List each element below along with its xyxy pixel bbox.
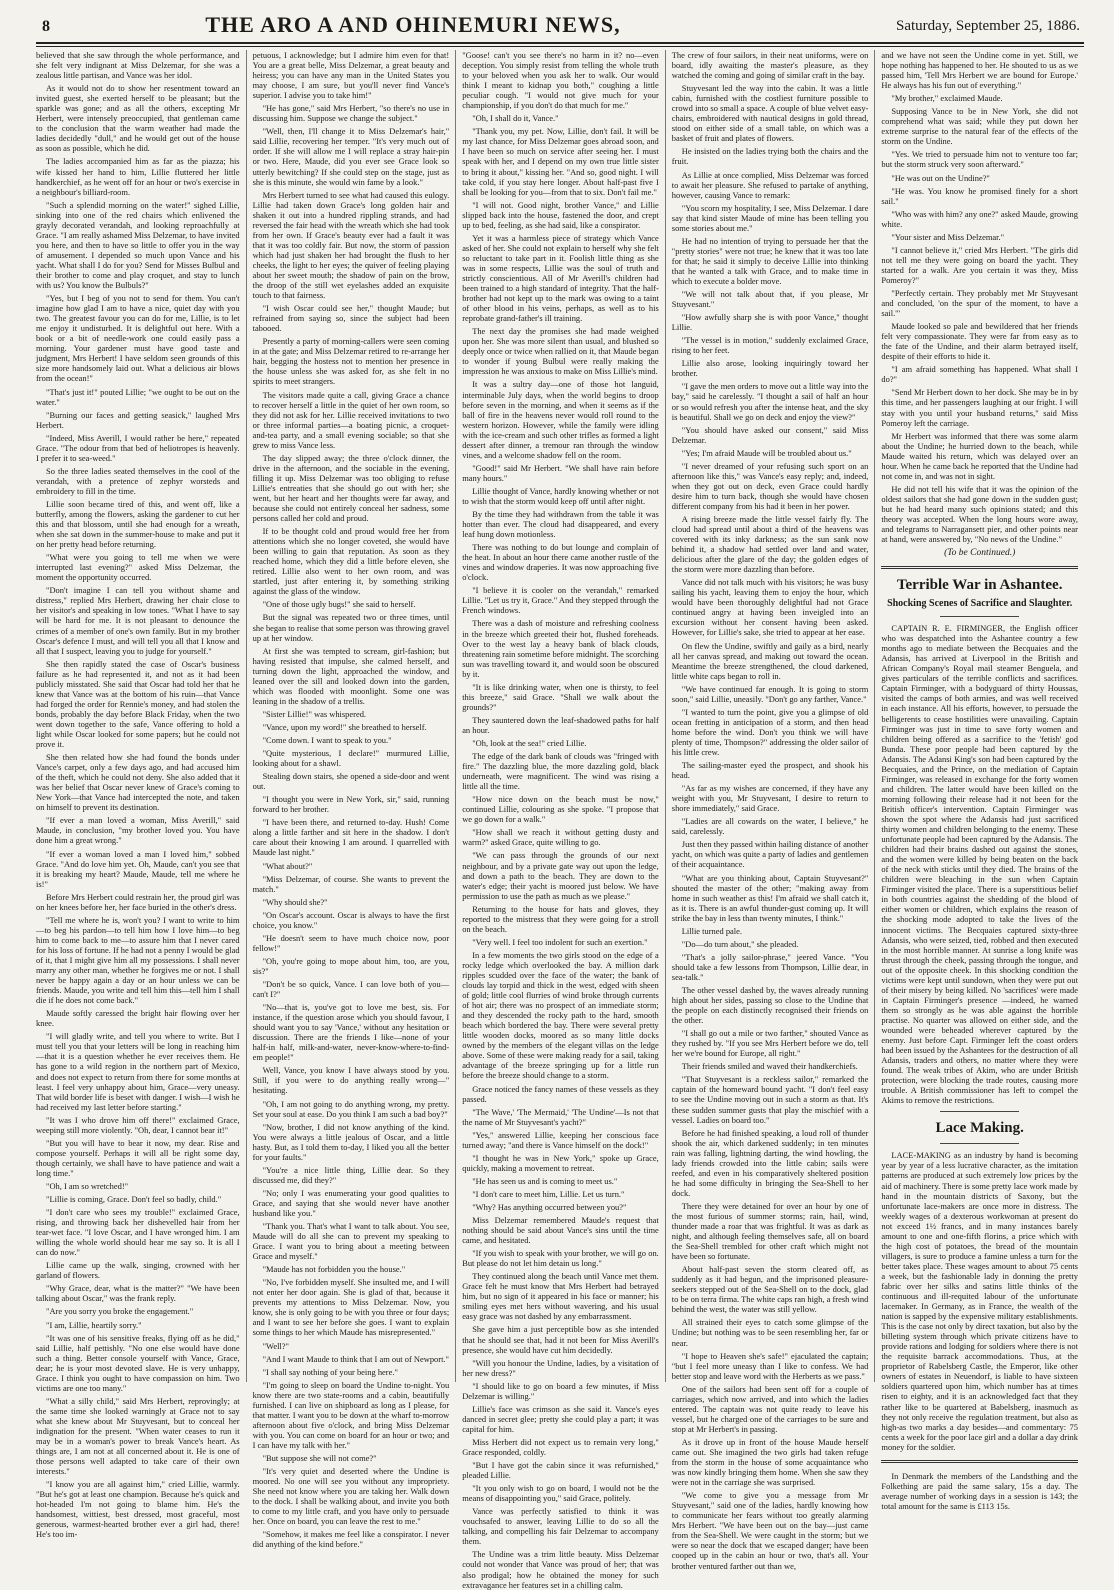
page-number: 8 — [42, 18, 50, 35]
paragraph: "Why should she?" — [262, 896, 328, 907]
paragraph: He insisted on the ladies trying both the chairs and the fruit. — [671, 146, 869, 167]
paragraph: "Very well. I feel too indolent for such an exertion." — [472, 936, 648, 947]
column-4 — [665, 50, 875, 1571]
paragraph: and we have not seen the Undine come in yet. Still, we hope nothing has happened to her. He shouted to us as we passed him, 'Tell Mrs Herbert we are bound for Europe.' He always has his fun out of everything." — [881, 50, 1078, 91]
paragraph: Lillie came up the walk, singing, crowned with her garland of flowers. — [36, 1260, 240, 1281]
paragraph: "Oh, look at the sea!" cried Lillie. — [472, 738, 587, 748]
paragraph: "I will gladly write, and tell you where to write. But I must tell you that your letters will be long in reaching him—that it is a question whether he ever receives them. He has gone to a wild region in the northern part of Mexico, and does not expect to return from there for some months at least. I feel very unhappy about him, Grace—very uneasy. That wild border life is beset with danger. I wish—I wish he had received my last letter before starting." — [36, 1031, 240, 1112]
paragraph: On flew the Undine, swiftly and gaily as a bird, nearly all her canvas spread, and making out toward the ocean. Meantime the breeze strengthened, the cloud darkened, little white caps began to roll in. — [671, 640, 869, 681]
columns — [36, 50, 1084, 1590]
paragraph: Lillie also arose, looking inquiringly toward her brother. — [671, 358, 869, 379]
paragraph: "That's a jolly sailor-phrase," jeered Vance. "You should take a few lessons from Thompson, Lillie dear, in sea-talk." — [671, 951, 869, 982]
paragraph: Well, Vance, you know I have always stood by you. Still, if you were to do anything really wrong—" hesitating. — [252, 1065, 450, 1096]
paragraph: "Are you sorry you broke the engagement." — [46, 1306, 194, 1317]
column-2 — [246, 50, 456, 1550]
paragraph: There was a dash of moisture and refreshing coolness in the breeze which greeted their hot, flushed foreheads. Over to the west lay a heavy bank of black clouds, threatening rain sometime before midnight. The scorching sun was travelling toward it, and would soon be obscured by it. — [462, 618, 659, 679]
paragraph: "Come down. I want to speak to you." — [262, 735, 392, 745]
paragraph: "How nice down on the beach must be now," continued Lillie, colouring as she spoke. "I propose that we go down for a walk." — [462, 794, 659, 825]
paragraph: "Well, then, I'll change it to Miss Delzemar's hair," said Lillie, recovering her temper. "It's very much out of order. If she will allow me I will replace a stray hair-pin or two. Here, Maude, did you ever see Grace look so utterly bewitching? If she could step on the stage, just as she is this minute, she would win fame by a look." — [252, 126, 450, 187]
paragraph: "I thought he was in New York," spoke up Grace, quickly, making a movement to retreat. — [462, 1152, 659, 1173]
paragraph: "No—that is, you've got to love me best, sis. For instance, if the question arose which you should favour, I should want you to say 'Vance,' without any hesitation or discussion. There are the friends I like—none of your half-in half, milk-and-water, never-know-where-to-find-em people!" — [252, 1002, 450, 1063]
paragraph: "If ever a man loved a woman, Miss Averill," said Maude, in conclusion, "my brother loved you. You have done him a great wrong." — [36, 815, 240, 846]
paragraph: "On Oscar's account. Oscar is always to have the first choice, you know." — [252, 909, 450, 930]
paragraph: Presently a party of morning-callers were seen coming in at the gate; and Miss Delzemar retired to re-arrange her hair, begging the hostess not to mention her presence in the house unless she was asked for, as she felt in no spirits to meet strangers. — [252, 336, 450, 387]
paragraph: The visitors made quite a call, giving Grace a chance to recover herself a little in the quiet of her own room, so they did not ask for her. Lillie received invitations to two or three informal parties—a boating picnic, a croquet-and-tea party, and a small evening sociable; so that she grew to miss Vance less. — [252, 389, 450, 450]
article-subhead-ashantee: Shocking Scenes of Sacrifice and Slaughter. — [887, 598, 1073, 610]
paragraph: She then rapidly stated the case of Oscar's business failure as he had represented it, and not as it had been publicly misstated. She said that Oscar had told her that he knew that Vance was at the bottom of his ruin—that Vance had forged the order for Rennie's money, and had stolen the bonds, probably the day before Black Friday, when the two went down together to the safe, Vance offering to hold a light while Oscar looked for some papers; but he could not prove it. — [36, 658, 240, 750]
paragraph: "I wanted to turn the point, give you a glimpse of old ocean fretting in anticipation of a storm, and then head home before the wind. Don't you think we will have plenty of time, Thompson?" addressing the older sailor of his little crew. — [671, 706, 869, 757]
paragraph: They continued along the beach until Vance met them. Grace felt he must know that Mrs Herbert had betrayed him, but no sign of it appeared in his face or manner; his smiling eyes met hers without wavering, and his usual easy grace was not dashed by any embarrassment. — [462, 1271, 659, 1322]
paragraph: "What a silly child," said Mrs Herbert, reprovingly; at the same time she looked warningly at Grace not to say what she knew about Mr Stuyvesant, but to conceal her indignation for the present. "When water ceases to run it may be in a woman's power to break Vance's heart. As things are, I am not at all concerned about it. He is one of those persons well adapted to take care of their own interests." — [36, 1395, 240, 1477]
paragraph: "Oh, I am not going to do anything wrong, my pretty. Set your soul at ease. Do you think I am such a bad boy?" — [252, 1098, 450, 1119]
paragraph: Stealing down stairs, she opened a side-door and went out. — [252, 771, 450, 792]
paragraph: Mrs Herbert turned to see what had caused this eulogy. Lillie had taken down Grace's long golden hair and shaken it out into a hundred rippling strands, and had reversed the fair head with the wreath which she had took from her own. If Grace's beauty ever had a fault it was that it was too coldly fair. But now, the storm of passion which had just shaken her had brought the flush to her cheeks, the light to her eyes; the quiver of feeling playing about her sweet mouth; the shadow of pain on the brow, the droop of the still wet eyelashes added an exquisite touch to that fairness. — [252, 189, 450, 301]
paragraph: "Yes," answered Lillie, keeping her conscious face turned away; "and there is Vance himself on the dock!" — [462, 1129, 659, 1150]
paragraph: "Oh, you're going to mope about him, too, are you, sis?" — [252, 955, 450, 976]
paragraph: "I will not. Good night, brother Vance," and Lillie slipped back into the house, fastened the door, and crept up to bed, feeling, as she had said, like a conspirator. — [462, 199, 659, 230]
paragraph: "Oh, I am so wretched!" — [46, 1180, 129, 1191]
paragraph: "No; only I was enumerating your good qualities to Grace, and saying that she would never have another husband like you." — [252, 1187, 450, 1218]
paragraph: She then related how she had found the bonds under Vance's carpet, only a few days ago, and had accused him of the theft, which he could not deny. She also added that it was her belief that Oscar never knew of Grace's coming to New York—that Vance had intercepted the note, and taken on himself to prevent its destination. — [36, 752, 240, 813]
paragraph: Yet it was a harmless piece of strategy which Vance asked of her. She could not explain to herself why she felt so reluctant to take part in it. Foolish little thing as she was in some respects, Lillie was the soul of truth and strictly conscientious. All of Mr Averill's children had been trained to a high standard of integrity. That the half-brother had not kept up to the mark was owing to a taint of other blood in his veins, perhaps, as well as to his reprobate grand-father's ill training. — [462, 232, 659, 324]
paragraph: "Good!" said Mr Herbert. "We shall have rain before many hours." — [462, 462, 659, 483]
paragraph: "If you wish to speak with your brother, we will go on. But please do not let him detain us long." — [462, 1248, 659, 1269]
paragraph: "If ever a woman loved a man I loved him," sobbed Grace. "And do love him yet. Oh, Maude, can't you see that it is breaking my heart? Maude, Maude, tell me where he is!" — [36, 848, 240, 889]
paragraph: "He doesn't seem to have much choice now, poor fellow!" — [252, 932, 450, 953]
paragraph: "Why? Has anything occurred between you?" — [472, 1201, 627, 1212]
paragraph: "It is like drinking water, when one is thirsty, to feel this breeze," said Grace. "Shall we walk about the grounds?" — [462, 681, 659, 712]
paragraph: Grace noticed the fancy names of these vessels as they passed. — [462, 1083, 659, 1104]
paragraph: "Sister Lillie!" was whispered. — [262, 708, 367, 719]
masthead: THE ARO A AND OHINEMURI NEWS, — [205, 12, 621, 37]
paragraph: "Perfectly certain. They probably met Mr Stuyvesant and concluded, 'on the spur of the moment, to have a sail.'" — [881, 287, 1078, 319]
paragraph: "Do—do turn about," she pleaded. — [681, 938, 799, 949]
paragraph: "You're a nice little thing, Lillie dear. So they discussed me, did they?" — [252, 1164, 450, 1185]
paragraph: petuous, I acknowledge; but I admire him even for that! You are a great belle, Miss Delzemar, a great beauty and heiress; you can have any man in the United States you may choose, I am sure, but you'll never find Vance's superior. I advise you to take him!" — [252, 50, 450, 101]
paragraph: "Yes. We tried to persuade him not to venture too far; but the storm struck very soon afterward." — [881, 149, 1078, 170]
paragraph: Before Mrs Herbert could restrain her, the proud girl was on her knees before her, her face buried in the other's dress. — [36, 891, 240, 912]
paragraph: "Somehow, it makes me feel like a conspirator. I never did anything of the kind before." — [252, 1529, 450, 1550]
article-headline-ashantee: Terrible War in Ashantee. — [896, 577, 1063, 594]
paragraph: "I am, Lillie, heartily sorry." — [46, 1319, 142, 1330]
paragraph: "He has gone," said Mrs Herbert, "so there's no use in discussing him. Suppose we change the subject." — [252, 103, 450, 124]
paragraph: "Thank you. That's what I want to talk about. You see, Maude will do all she can to prevent my speaking to Grace. I want you to bring about a meeting between Grace and myself." — [252, 1221, 450, 1262]
paragraph: The crew of four sailors, in their neat uniforms, were on board, idly awaiting the master's pleasure, as they watched the coming and going of similar craft in the bay. — [671, 50, 869, 81]
paragraph: "But I have got the cabin since it was refurnished," pleaded Lillie. — [462, 1460, 659, 1481]
paragraph: Lillie's face was crimson as she said it. Vance's eyes danced in secret glee; pretty she could play a part; it was capital for him. — [462, 1403, 659, 1434]
paragraph: "Thank you, my pet. Now, Lillie, don't fail. It will be my last chance, for Miss Delzemar goes abroad soon, and I have been so much on service after seeing her. I must speak with her, and I depend on my own true little sister to bring it about," kissing her. "And so, good night. I will take cold, if you stay here longer. About half-past five I shall be looking for you—from that to six. Don't fail me." — [462, 126, 659, 197]
paragraph: Maude looked so pale and bewildered that her friends felt very compassionate. They were far from easy as to the fate of the Undine, and their alarm betrayed itself, despite of their efforts to hide it. — [881, 321, 1078, 362]
paragraph: Maude softly caressed the bright hair flowing over her knee. — [36, 1008, 240, 1029]
paragraph: "That's just it!" pouted Lillie; "we ought to be out on the water." — [36, 386, 240, 407]
paragraph: So the three ladies seated themselves in the cool of the verandah, with a pretence of zephyr worsteds and embroidery to fill in the time. — [36, 465, 240, 496]
paragraph: In a few moments the two girls stood on the edge of a rocky ledge which overlooked the bay. A million dark ripples scudded over the face of the water; the bank of clouds lay torpid and thick in the west, edged with sheen of gold; little cool flurries of wind broke through currents of hot air; there was no prospect of an immediate storm; and they descended the rocky path to the hard, smooth beach which bordered the bay. There were several pretty little wooden docks, moored as so many little docks owned by the members of the elegant villas on the ledge above. Some of these were making ready for a sail, taking advantage of the breeze springing up for a little run before the breeze should change to a storm. — [462, 949, 659, 1081]
paragraph: "Goose! can't you see there's no harm in it? no—even deception. You simply resist from telling the whole truth to your beloved when you ask her to walk. Our would think I meant to kidnap you both," coughing a little peculiar cough. "I would not give much for your championship, if you don't do that much for me." — [462, 50, 659, 111]
paragraph: "What were you going to tell me when we were interrupted last evening?" asked Miss Delzemar, the moment the opportunity occurred. — [36, 552, 240, 583]
paragraph: "But you will have to bear it now, my dear. Rise and compose yourself. Perhaps it will all be right some day, though certainly, we shall have to have patience and wait a long time." — [36, 1137, 240, 1178]
paragraph: "He was out on the Undine?" — [891, 172, 990, 183]
paragraph: "I never dreamed of your refusing such sport on an afternoon like this," was Vance's easy reply; and, indeed, when they got out on deck, even Grace could hardly desire him to turn back, though she would have chosen different company from his had it been in her power. — [671, 460, 869, 511]
paragraph: "Burning our faces and getting seasick," laughed Mrs Herbert. — [36, 409, 240, 430]
issue-date: Saturday, September 25, 1886. — [896, 18, 1080, 34]
paragraph: Supposing Vance to be in New York, she did not comprehend what was said; while they put down her extreme surprise to the natural fear of the effects of the storm on the Undine. — [881, 106, 1078, 147]
column-3 — [455, 50, 665, 1590]
paragraph: "The vessel is in motion," suddenly exclaimed Grace, rising to her feet. — [671, 335, 869, 356]
paragraph: "No, I've forbidden myself. She insulted me, and I will not enter her door again. She is glad of that, because it prevents my attentions to Miss Delzemar. Now, you know, she is only going to be with you three or four days; and I want to see her before she goes. I want to explain some things to her which Maude has misrepresented." — [252, 1277, 450, 1338]
paragraph: "My brother," exclaimed Maude. — [891, 93, 1003, 104]
header-rule — [36, 42, 1084, 47]
paragraph: But the signal was repeated two or three times, until she began to realise that some person was throwing gravel up at her window. — [252, 612, 450, 643]
paragraph: He did not tell his wife that it was the opinion of the oldest sailors that she had gone down in the sudden gust; but he had heard many such opinions stated; and this theory was accepted. When the long hours wore away, and telegrams to Narragansett pier, and other points near at hand, were answered by, "No news of the Undine." — [881, 483, 1078, 545]
paragraph: "I should like to go on board a few minutes, if Miss Delzemar is willing." — [462, 1380, 659, 1401]
paragraph: "We come to give you a message from Mr Stuyvesant," said one of the ladies, hardly knowing how to communicate her fears without too greatly alarming Mrs Herbert. "We have been out on the bay—just came from the Sea-Shell. We were caught in the storm; but we were so near the dock that we escaped danger; have been cooped up in the cabin an hour or two, that's all. Your brother ventured farther out than we, — [671, 1490, 869, 1571]
paragraph: All strained their eyes to catch some glimpse of the Undine; but nothing was to be seen resembling her, far or near. — [671, 1317, 869, 1348]
paragraph: If to be thought cold and proud would free her from attentions which she no longer coveted, she would have been willing to gain that reputation. As soon as they reached home, which they did a little before eleven, she retired. Lillie also went to her own room, and was startled, just after entering it, by something striking against the glass of the window. — [252, 526, 450, 597]
paragraph: "He was. You know he promised finely for a short sail." — [881, 185, 1078, 206]
paragraph: "I know you are all against him," cried Lillie, warmly. "But he's got at least one champion. Because he's quick and hot-headed I'm not going to blame him. He's the handsomest, wittiest, best dressed, most graceful, most generous, warmest-hearted brother ever a girl had, there! He's too im- — [36, 1479, 240, 1540]
paragraph: "Well?" — [262, 1340, 289, 1351]
paragraph: "That Stuyvesant is a reckless sailor," remarked the captain of the homeward bound yacht. "I don't feel easy to see the Undine moving out in such a storm as that. It's these sudden summer gusts that play the mischief with a vessel. Ladies on board too." — [671, 1074, 869, 1125]
paragraph: "What about?" — [262, 860, 313, 871]
paragraph: "Who was with him? any one?" asked Maude, growing white. — [881, 208, 1078, 229]
paragraph: The next day the promises she had made weighed upon her. She was more silent than usual, and blushed so deeply once or twice when rallied on it, that Maude began to wonder if young Bulbul were really making the impression he was anxious to make on Miss Lillie's mind. — [462, 326, 659, 377]
paragraph: "I am afraid something has happened. What shall I do?" — [881, 364, 1078, 385]
paragraph: "We have continued far enough. It is going to storm soon," said Lillie, uneasily. "Don't go any farther, Vance." — [671, 683, 869, 704]
paragraph: At first she was tempted to scream, girl-fashion; but having resisted that impulse, she calmed herself, and turning down the light, approached the window, and leaned over the sill and looked down into the garden, which was flooded with moonlight. Some one was leaning in the shadow of a trellis. — [252, 645, 450, 706]
paragraph: One of the sailors had been sent off for a couple of carriages, which now arrived, and into which the ladies entered. The captain was not quite ready to leave his vessel, but he charged one of the carriages to be sure and stop at Mr Herbert's in passing. — [671, 1383, 869, 1434]
paragraph: They sauntered down the leaf-shadowed paths for half an hour. — [462, 714, 659, 735]
paragraph: "One of those ugly bugs!" she said to herself. — [262, 599, 416, 610]
paragraph: He had no intention of trying to persuade her that the "pretty stories" were not true; he knew that it was too late for that; he said it simply to deceive Lillie into thinking that he wanted a talk with Grace, and to make time in which to execute a bolder move. — [671, 235, 869, 286]
paragraph: "We will not talk about that, if you please, Mr Stuyvesant." — [671, 289, 869, 310]
paragraph: Lillie thought of Vance, hardly knowing whether or not to wish that the storm would keep off until after night. — [462, 485, 659, 506]
paragraph: As Lillie at once complied, Miss Delzemar was forced to await her pleasure. She refused to partake of anything, however, causing Vance to remark: — [671, 169, 869, 200]
paragraph: The sailing-master eyed the prospect, and shook his head. — [671, 760, 869, 781]
paragraph: "Quite mysterious, I declare!" murmured Lillie, looking about for a shawl. — [252, 748, 450, 769]
paragraph: "Tell me where he is, won't you? I want to write to him—to beg his pardon—to tell him how I love him—to beg him to come back to me—to assure him that I never cared for his loss of fortune. If he had not a penny I would be glad of it, that I might give him all my possessions. I shall never marry any other man, whether he forgives me or not. I shall never be happy again a day or an hour unless we can be friends. Maude, you write and tell him this—tell him I shall die if he does not come back." — [36, 914, 240, 1006]
paragraph: In Denmark the members of the Landsthing and the Folkething are paid the same salary, 15s a day. The average number of working days in a session is 143; the total amount for the same is £113 15s. — [881, 1470, 1078, 1511]
paragraph: "Vance, upon my word!" she breathed to herself. — [262, 721, 427, 732]
paragraph: The Undine was a trim little beauty. Miss Delzemar could not wonder that Vance was proud of her; that was also prodigal; how he obtained the money for such extravagance her features set in a chilling calm. — [462, 1549, 659, 1590]
paragraph: "I cannot believe it," cried Mrs Herbert. "The girls did not tell me they were going on board the yacht. They started for a walk. Are you certain it was they, Miss Pomeroy?" — [881, 244, 1078, 285]
paragraph: It was a sultry day—one of those hot languid, interminable July days, when the world begins to droop before seven in the morning, and when it seems as if the ball of fire in the heavens never would roll round to the western horizon. However, while the family were idling with the ice-cream and such other trifles as formed a light dessert after dinner, a tremour ran through the window vines, and a welcome shadow fell on the room. — [462, 379, 659, 460]
paragraph: The day slipped away; the three o'clock dinner, the drive in the afternoon, and the sociable in the evening, filling it up. Miss Delzemar was too obliging to refuse Lillie's entreaties that she should go out with her; she went, but her heart and her thoughts were far away, and because she could not entirely conceal her sadness, some persons called her cold and proud. — [252, 452, 450, 524]
paragraph: "Ladies are all cowards on the water, I believe," he said, carelessly. — [671, 816, 869, 837]
paragraph: "Lillie is coming, Grace. Don't feel so badly, child." — [46, 1194, 222, 1205]
paragraph: "I shall say nothing of your being here." — [262, 1366, 398, 1377]
section-divider — [881, 566, 1078, 569]
paragraph: Miss Delzemar remembered Maude's request that nothing should be said about Vance's sins until the time came, and hesitated. — [462, 1215, 659, 1246]
column-5 — [874, 50, 1084, 1511]
paragraph: "I thought you were in New York, sir," said, running forward to her brother. — [252, 794, 450, 815]
paragraph: "Indeed, Miss Averill, I would rather be here," repeated Grace. "The odour from that bed of heliotropes is heavenly. I prefer it to sea-weed." — [36, 432, 240, 463]
paragraph: There they were detained for over an hour by one of the most furious of summer storms; rain, hail, wind, thunder made a roar that was frightful. It was as dark as night, and although feeling themselves safe, all on board the Sea-Shell trembled for other craft which might not have been so fortunate. — [671, 1200, 869, 1262]
paragraph: "You scorn my hospitality, I see, Miss Delzemar. I dare say that kind sister Maude of mine has been telling you some stories about me." — [671, 202, 869, 233]
paragraph: "The Wave,' 'The Mermaid,' 'The Undine'—Is not that the name of Mr Stuyvesant's yacht?" — [462, 1106, 659, 1127]
paragraph: Vance was perfectly satisfied to think it was vouchsafed to answer, leaving Lillie to do so all the talking, and compelling his fair Delzemar to accompany them. — [462, 1506, 659, 1547]
paragraph: believed that she saw through the whole performance, and she felt very indignant at Miss Delzemar, for she was a zealous little partisan, and Vance was her idol. — [36, 50, 240, 81]
paragraph: "He has seen us and is coming to meet us." — [472, 1175, 618, 1186]
paragraph: CAPTAIN R. E. FIRMINGER, the English officer who was despatched into the Ashantee country a few months ago to mediate between the Becquaies and the Adansis, has arrived at Liverpool in the British and African Company's Royal mail steamer Benguela, and gives particulars of the terrible conflicts and sacrifices. Captain Firminger, with a bodyguard of thirty Houssas, visited the camps of both armies, and was well received in each instance. All his efforts, however, to persuade the belligerents to cease hostilities were unavailing. Captain Firminger was just in time to save forty women and children being offered as a sacrifice to the 'fetish' god Bunda. These poor people had been captured by the Adansis. The Adansi King's son had been captured by the Becquaies, and the Prince, on the mediation of Captain Firminger, was released in exchange for the forty women and children. The latter would have been killed on the morning following their release had it not been for the British officer's intervention. Captain Firminger was shown the spot where the Adansis had just sacrificed thirty women and children belonging to the enemy. These unfortunate people had been captured by the Adansis. The children had their brains dashed out against the stones, and the women were killed by being beaten on the back of the neck with sticks until they died. The brains of the children were bleaching in the sun when Captain Firminger visited the place. There is a superstitious belief in both countries against the shedding of the blood of either women or children, which explains the reason of the shocking mode adopted to take the lives of the innocent victims. The Becquaies captured sixty-three Adansis, who were seized, tied, robbed and then executed in the most horrible manner. At sunrise a long knife was thrust through the cheek, passing through the tongue, and out of the opposite cheek. In this shocking condition the victims were kept until sundown, when they were put out of their misery by being killed. No 'sacrifices' were made in Captain Firminger's presence —indeed, he warned them so strongly as he was able against the horrible practise. No quarter was allowed on either side, and the wounded were beheaded wherever captured by the enemy. Just before Capt. Firminger left the coast orders had been issued by the Ashantees for the destruction of all Adansis, traders and others, no matter where they were found. The weak tribes of Akim, who are under British protection, were blocking the trade routes, causing more trouble. A British commissioner has left to compel the Akims to remove the restrictions. — [881, 623, 1078, 1106]
paragraph: She gave him a just perceptible bow as she intended that he should see that, had it not been for Miss Averill's presence, she would have cut him decidedly. — [462, 1324, 659, 1355]
paragraph: "How awfully sharp she is with poor Vance," thought Lillie. — [671, 312, 869, 333]
paragraph: About half-past seven the storm cleared off, as suddenly as it had begun, and the imprisoned pleasure-seekers stepped out of the Sea-Shell on to the dock, glad to be on terra firma. The white caps ran high, a fresh wind behind the west, the water was still yellow. — [671, 1264, 869, 1315]
paragraph: LACE-MAKING as an industry by hand is becoming year by year of a less lucrative character, as the imitation patterns are produced at such extremely low prices by the aid of machinery. There is some pretty lace work made by hand in the mountain districts of Saxony, but the unfortunate lace-makers are once more in distress. The weekly wages of a dexterous workwoman at present do not exceed 1½ francs, and in many instances barely amount to one and one-fifth florins, a price which with the high cost of potatoes, the bread of the mountain villagers, is sure to produce a famine unless a turn for the better takes place. These wages amount to about 75 cents a week, but the fashionable lady in donning the pretty fabric over her silks and satins little thinks of the continuous and ill-requited labour of the unfortunate lacemaker. In Germany, as in France, the wealth of the nation is sapped by the expensive military establishments. This is the case not only by direct taxation, but also by the billeting system through which private citizens have to provide rations and lodging for soldiers where there is not the requisite barrack accommodations. Thus, at the proprietor of Rabelsberg Castle, the Emperor, like other owners of estates in Neuendorf, is liable to have sixteen soldiers quartered upon him, which number has at times risen to eighty, and it is an acknowledged fact that they rather like to be quartered at Babelsberg, inasmuch as they not only receive the regulation treatment, but also as high-as two marks a day besides—and commentary: 75 cents a week for the poor lace girl and a dollar a day drink money for the soldier. — [881, 1150, 1078, 1452]
continued-note: (To be Continued.) — [944, 548, 1016, 559]
paragraph: "Why Grace, dear, what is the matter?" "We have been talking about Oscar," was the frank reply. — [36, 1283, 240, 1304]
paragraph: "We can pass through the grounds of our next neighbour, and by a private gate way out upon the ledge, and down a path to the beach. They are down to the water's edge; their yacht is moored just below. We have permission to use the path as much as we please." — [462, 850, 659, 901]
paragraph: The other vessel dashed by, the waves already running high about her sides, passing so close to the Undine that the people on each distinctly recognised their friends on the other. — [671, 984, 869, 1026]
short-divider — [940, 616, 1019, 617]
paragraph: By the time they had withdrawn from the table it was hotter than ever. The cloud had disappeared, and every leaf hung down motionless. — [462, 509, 659, 540]
paragraph: "You should have asked our consent," said Miss Delzemar. — [671, 424, 869, 445]
paragraph: "Send Mr Herbert down to her dock. She may be in by this time, and her passengers laughing at our fright. I will stay with you until your husband returns," said Miss Pomeroy left the carriage. — [881, 387, 1078, 428]
paragraph: "Don't be so quick, Vance. I can love both of you—can't I?" — [252, 978, 450, 1000]
paragraph: "Don't imagine I can tell you without shame and distress," replied Mrs Herbert, drawing her chair close to her visitor's and speaking in low tones. "What I have to say will be hard for me. It is not pleasant to denounce the crimes of a member of one's own family. But in my brother Oscar's defence I must, and will tell you all that I know and all that I suspect, leaving you to judge for yourself." — [36, 585, 240, 656]
paragraph: There was nothing to do but lounge and complain of the heat. In about an hour there came another rustle of the vines and window draperies. It was now approaching five o'clock. — [462, 542, 659, 583]
paragraph: "It was I who drove him off there!" exclaimed Grace, weeping still more violently. "Oh, dear, I cannot bear it!" — [36, 1114, 240, 1135]
paragraph: "It's very quiet and deserted where the Undine is moored. No one will see you without any impropriety. She need not know where you are taking her. Walk down to the dock. I shall be walking about, and invite you both to come to my little craft, and you have only to persuade her. Once on board, you can leave the rest to me." — [252, 1466, 450, 1527]
paragraph: "Will you honour the Undine, ladies, by a visitation of her new dress?" — [462, 1357, 659, 1378]
paragraph: As it drove up in front of the house Maude herself came out. She imagined the two girls had taken refuge from the storm in the house of some acquaintance who was now kindly bringing them home. When she saw they were not in the carriage she was surprised. — [671, 1436, 869, 1488]
paragraph: A rising breeze made the little vessel fairly fly. The cloud had spread until about a third of the heavens was covered with its inky darkness; as the sun sank now behind it, a shadow had settled over land and water, delicious after the glare of the day; the golden edges of the storm were more dazzling than before. — [671, 513, 869, 575]
paragraph: Returning to the house for hats and gloves, they reported to the mistress that they were going for a stroll on the beach. — [462, 903, 659, 934]
paragraph: "I don't care to meet him, Lillie. Let us turn." — [472, 1188, 625, 1199]
paragraph: Lillie turned pale. — [681, 925, 742, 936]
paragraph: "Maude has not forbidden you the house." — [262, 1264, 406, 1275]
paragraph: As it would not do to show her resentment toward an invited guest, she exerted herself to be pleasant; but the sparkle was gone; and as all the others, excepting Mr Herbert, were intensely preoccupied, that gentleman came to the conclusion that the warm weather had made the ladies decidedly "dull," and he would get out of the house as soon as possible, which he did. — [36, 83, 240, 154]
paragraph: "It was one of his sensitive freaks, flying off as he did," said Lillie, half pettishly. "No one else would have done such a thing. Better console yourself with Vance, Grace, dear; he is your most devoted slave. He is very unhappy, Grace. I think you ought to have compassion on him. Two victims are one too many." — [36, 1332, 240, 1393]
paragraph: "I have been there, and returned to-day. Hush! Come along a little farther and sit here in the shadow. I don't care about their knowing I am around. I quarrelled with Maude last night." — [252, 817, 450, 858]
paragraph: "I shall go out a mile or two farther," shouted Vance as they rushed by. "If you see Mrs Herbert before we do, tell her we're bound for Europe, all right." — [671, 1028, 869, 1059]
paragraph: "And I want Maude to think that I am out of Newport." — [262, 1353, 449, 1364]
paragraph: "As far as my wishes are concerned, if they have any weight with you, Mr Stuyvesant, I desire to return to shore immediately," said Grace. — [671, 783, 869, 814]
paragraph: Vance did not talk much with his visitors; he was busy sailing his yacht, leaving them to enjoy the hour, which would have been thoroughly delightful had not Grace continued angry at having been inveigled into an excursion without her consent having been asked. However, for Lillie's sake, she tried to appear at her ease. — [671, 577, 869, 638]
paragraph: "I gave the men orders to move out a little way into the bay," said he carelessly. "I thought a sail of half an hour or so would refresh you after the intense heat, and the sky is beautiful. Shall we go on deck and enjoy the view?" — [671, 381, 869, 422]
paragraph: "Yes; I'm afraid Maude will be troubled about us." — [681, 447, 852, 458]
paragraph: "I hope to Heaven she's safe!" ejaculated the captain; "but I feel more uneasy than I like to confess. We had better stop and leave word with the Herberts as we pass." — [671, 1350, 869, 1381]
paragraph: Stuyvesant led the way into the cabin. It was a little cabin, furnished with the costliest furniture possible to crowd into so small a space. A couple of blue velvet easy-chairs, embroidered with nautical designs in gold thread, stood on either side of a small table, on which was a basket of fruit and plates of flowers. — [671, 83, 869, 144]
paragraph: "How shall we reach it without getting dusty and warm?" asked Grace, quite willing to go. — [462, 827, 659, 848]
paragraph: "Such a splendid morning on the water!" sighed Lillie, sinking into one of the red chairs which enlivened the grayly decorated verandah, and looking reproachfully at Grace. "I am really ashamed Miss Delzemar, to have invited you here, and then to have so little to offer you in the way of amusement. I depended so much upon Vance and his yacht. What shall I do for you? Send for Misses Bulbul and their brother to come and play croquet, and stay to lunch with us? You know the Bulbuls?" — [36, 199, 240, 291]
paragraph: "I'm going to sleep on board the Undine to-night. You know there are two state-rooms and a cabin, beautifully furnished. I can live on shipboard as long as I please, for that matter. I want you to be down at the wharf to-morrow afternoon about five o'clock, and bring Miss Delzemar with you. You can come on board for an hour or two; and I can have my talk with her." — [252, 1379, 450, 1450]
column-1 — [36, 50, 246, 1540]
paragraph: "But suppose she will not come?" — [262, 1453, 377, 1463]
paragraph: Lillie soon became tired of this, and went off, like a butterfly, among the flowers, asking the gardener to cut her this and that blossom, until she had enough for a wreath, when she sat down in the summer-house to make and put it on her pretty head before returning. — [36, 498, 240, 550]
short-divider — [940, 1111, 1019, 1112]
paragraph: "Yes, but I beg of you not to send for them. You can't imagine how glad I am to have a nice, quiet day with you two. The greatest favour you can do for me, Lillie, is to let me enjoy it undisturbed. It is delightful out here. With a book or a bit of needle-work one could easily pass a morning. Your gardener must have good taste and judgment, Mrs Herbert! I have seldom seen grounds of this size more handsomely laid out. What a delicious air blows from the ocean!" — [36, 293, 240, 384]
paragraph: "Miss Delzemar, of course. She wants to prevent the match." — [252, 873, 450, 894]
paragraph: The ladies accompanied him as far as the piazza; his wife kissed her hand to him, Lillie fluttered her little handkerchief, as he went off for an hour or two's exercise in a neighbour's billiard-room. — [36, 156, 240, 197]
paragraph: Before he had finished speaking, a loud roll of thunder shook the air, which darkened suddenly; in ten minutes rain was falling, lightning darting, the wind howling, the lady friends crowded into the little cabin; sails were reefed, and even in his comparatively sheltered position he had some difficulty in bringing the Sea-Shell to her dock. — [671, 1127, 869, 1198]
paragraph: "I don't care who sees my trouble!" exclaimed Grace, rising, and throwing back her dishevelled hair from her tear-wet face. "I love Oscar, and I have wronged him. I am willing the whole world should hear me say so. It is all I can do now." — [36, 1207, 240, 1258]
article-headline-lace: Lace Making. — [935, 1120, 1024, 1137]
paragraph: Just then they passed within hailing distance of another yacht, on which was quite a party of ladies and gentlemen of their acquaintance. — [671, 839, 869, 870]
paragraph: "I believe it is cooler on the verandah," remarked Lillie. "Let us try it, Grace." And they stepped through the French windows. — [462, 585, 659, 616]
paragraph: "It you only wish to go on board, I would not be the means of disappointing you," said Grace, politely. — [462, 1483, 659, 1504]
paragraph: Mr Herbert was informed that there was some alarm about the Undine; he hurried down to the beach, while Maude waited his return, which was delayed over an hour. When he came back he reported that the Undine had not come in, and was not in sight. — [881, 430, 1078, 481]
paragraph: "Oh, I shall do it, Vance." — [472, 113, 559, 124]
paragraph: Their friends smiled and waved their handkerchiefs. — [681, 1061, 858, 1072]
short-divider — [940, 1143, 1019, 1144]
paragraph: "Your sister and Miss Delzemar." — [891, 231, 1005, 242]
paragraph: "I wish Oscar could see her," thought Maude; but refrained from saying so, since the subject had been tabooed. — [252, 303, 450, 334]
paragraph: Miss Herbert did not expect us to remain very long," Grace responded, coldly. — [462, 1436, 659, 1457]
section-divider — [881, 1460, 1078, 1463]
paragraph: The edge of the dark bank of clouds was "fringed with fire." The dazzling blue, the more dazzling gold, black underneath, were magnificent. The wind was rising a little all the time. — [462, 751, 659, 792]
paragraph: "What are you thinking about, Captain Stuyvesant?" shouted the master of the other; "making away from home in such weather as this! I'm afraid we shall catch it, as it is. There is an awful thunder-gust coming up. It will strike the bay in less than twenty minutes, I think." — [671, 872, 869, 923]
paragraph: "Now, brother, I did not know anything of the kind. You were always a little jealous of Oscar, and a little hasty. But, as I told them to-day, I liked you all the better for your faults." — [252, 1121, 450, 1162]
